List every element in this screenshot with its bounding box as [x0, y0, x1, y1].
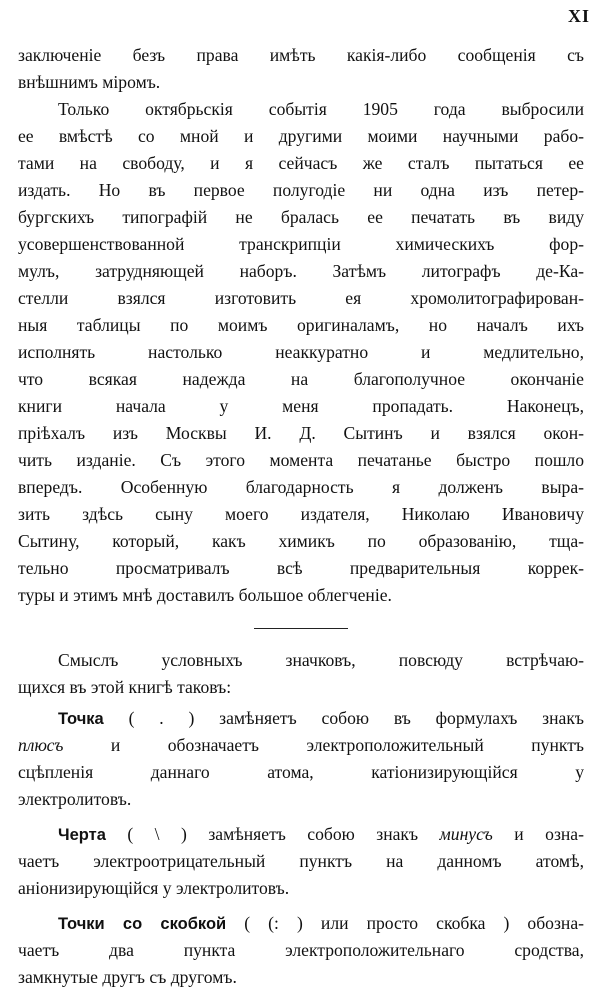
text-line: туры и этимъ мнѣ доставилъ большое облегченіе.: [18, 585, 392, 605]
text-line: [18, 732, 584, 759]
text-fragment: и озна-: [514, 824, 584, 844]
paragraph-symbols-intro: [18, 647, 584, 701]
text-line: книги начала у меня пропадать. Наконецъ,: [18, 396, 584, 416]
text-line: зить здѣсь сыну моего издателя, Николаю Ивановичу: [18, 504, 584, 524]
text-line: ее вмѣстѣ со мной и другими моими научными рабо-: [18, 126, 584, 146]
text-line: внѣшнимъ міромъ.: [18, 72, 161, 92]
text-line: электролитовъ.: [18, 789, 132, 809]
definition-point: [18, 705, 584, 813]
paragraph-continuation: [18, 42, 584, 96]
text-fragment: или просто скобка ) обозна-: [320, 913, 584, 933]
text-line: Только октябрьскія событія 1905 года выбросили: [58, 99, 584, 119]
text-line: пріѣхалъ изъ Москвы И. Д. Сытинъ и взялся окон-: [18, 423, 584, 443]
text-line: замкнутые другъ съ другомъ.: [18, 967, 237, 987]
text-line: стелли взялся изготовить ея хромолитографирован-: [18, 288, 584, 308]
text-line: [18, 910, 584, 937]
definition-symbol: ( . ): [128, 708, 195, 728]
section-divider: [254, 628, 348, 629]
text-line: издать. Но въ первое полугодіе ни одна изъ петер-: [18, 180, 584, 200]
text-line: [18, 821, 584, 848]
definition-symbol: ( (: ): [244, 913, 303, 933]
definition-dots-bracket: [18, 910, 584, 991]
text-line: впередъ. Особенную благодарность я долженъ выра-: [18, 477, 584, 497]
text-line: [18, 705, 584, 732]
text-line: щихся въ этой книгѣ таковъ:: [18, 677, 232, 697]
text-line: усовершенствованной транскрипціи химическихъ фор-: [18, 234, 584, 254]
text-line: мулъ, затрудняющей наборъ. Затѣмъ литографъ де-Ка-: [18, 261, 584, 281]
definition-term: Черта: [58, 826, 106, 844]
definition-symbol: ( \ ): [127, 824, 187, 844]
text-line: чить изданіе. Съ этого момента печатанье быстро пошло: [18, 450, 584, 470]
page-body: [18, 42, 584, 991]
definition-term: Точки со скобкой: [58, 915, 227, 933]
text-fragment: и обозначаетъ электроположительный пунктъ: [110, 735, 584, 755]
definition-term: Точка: [58, 710, 104, 728]
text-line: Сытину, который, какъ химикъ по образованію, тща-: [18, 531, 584, 551]
text-line: чаетъ два пункта электроположительнаго сродства,: [18, 940, 584, 960]
definition-dash: [18, 821, 584, 902]
text-line: заключеніе безъ права имѣть какія-либо сообщенія съ: [18, 45, 584, 65]
text-fragment: замѣняетъ собою въ формулахъ знакъ: [219, 708, 584, 728]
text-line: Смыслъ условныхъ значковъ, повсюду встрѣчаю-: [58, 650, 584, 670]
text-line: бургскихъ типографій не бралась ее печатать въ виду: [18, 207, 584, 227]
text-fragment: замѣняетъ собою знакъ: [208, 824, 419, 844]
text-line: тами на свободу, и я сейчасъ же сталъ пытаться ее: [18, 153, 584, 173]
text-line: исполнять настолько неаккуратно и медлительно,: [18, 342, 584, 362]
text-line: аніонизирующійся у электролитовъ.: [18, 878, 290, 898]
italic-term: плюсъ: [18, 735, 64, 755]
paragraph-history: [18, 96, 584, 609]
italic-term: минусъ: [439, 824, 493, 844]
text-line: что всякая надежда на благополучное окончаніе: [18, 369, 584, 389]
text-line: сцѣпленія даннаго атома, катіонизирующійся у: [18, 762, 584, 782]
text-line: чаетъ электроотрицательный пунктъ на данномъ атомѣ,: [18, 851, 584, 871]
page-number: XI: [567, 6, 590, 26]
text-line: ныя таблицы по моимъ оригиналамъ, но началъ ихъ: [18, 315, 584, 335]
text-line: тельно просматривалъ всѣ предварительныя коррек-: [18, 558, 584, 578]
